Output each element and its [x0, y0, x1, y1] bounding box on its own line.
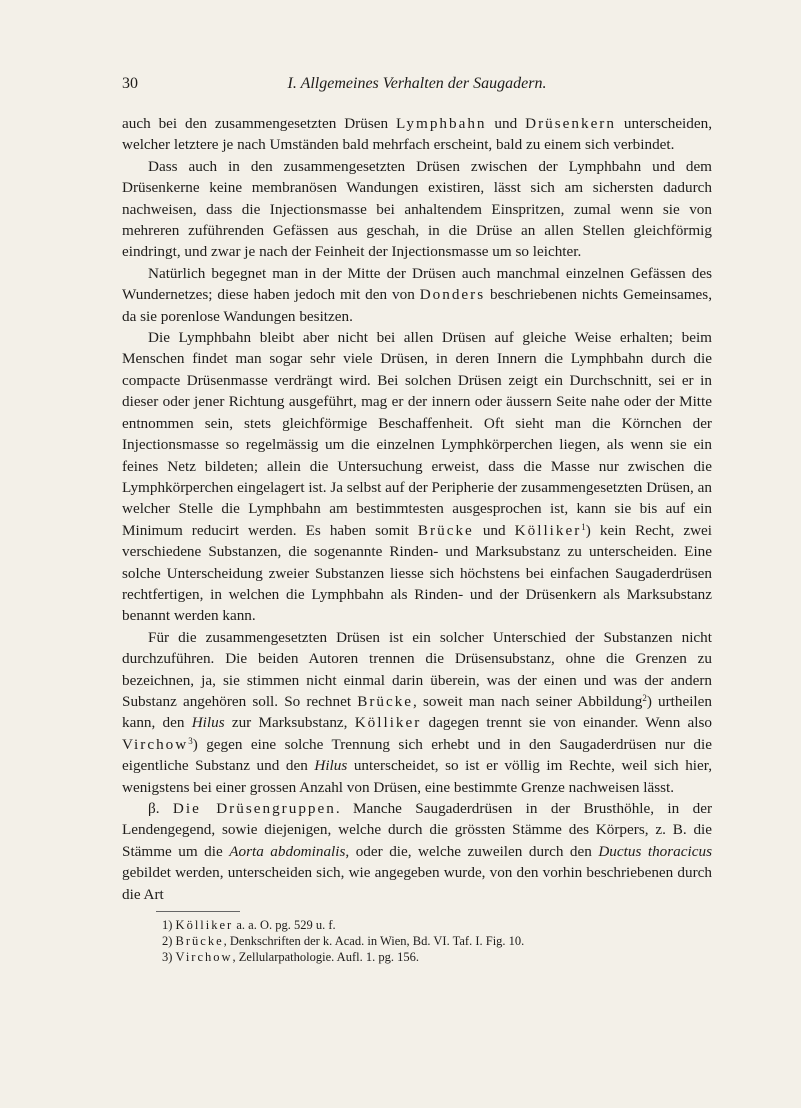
text-run: , Zellularpathologie. Aufl. 1. pg. 156.	[232, 950, 419, 965]
text-run: ) kein Recht, zwei verschiedene Substanzen, die sogenannte Rinden- und Marksubstanz zu unterscheiden. Eine solche Unterscheidung zweier Substanzen liesse sich höchstens bei einfachen Saugaderdrüsen rechtfertigen, in welchen die Lymphbahn als Rinden- und der Drüsenkern als Marksubstanz benannt werden kann.	[122, 521, 712, 625]
spaced-name: Kölliker	[175, 918, 234, 933]
paragraph	[122, 263, 712, 327]
text-run: gebildet werden, unterscheiden sich, wie angegeben wurde, von den vorhin beschriebenen durch die Art	[122, 864, 712, 903]
text-run: . Manche Saugaderdrüsen in der Brusthöhle, in der Lendengegend, sowie diejenigen, welche durch die grössten Stämme des Körpers, z. B. die Stämme um die	[122, 800, 713, 860]
italic-term: Aorta abdominalis	[229, 842, 346, 860]
paragraph	[122, 798, 712, 905]
text-run: Natürlich begegnet man in der Mitte der Drüsen auch manchmal einzelnen Gefässen des Wundernetzes; diese haben jedoch mit den von	[122, 264, 712, 304]
spaced-name: Drüsenkern	[525, 115, 616, 132]
paragraphs	[122, 113, 712, 905]
text-run: Die Lymphbahn bleibt aber nicht bei allen Drüsen auf gleiche Weise erhalten; beim Menschen findet man sogar sehr viele Drüsen, in deren Innern die Lymphbahn durch die compacte Drüsenmasse verdrängt wird. Bei solchen Drüsen zeigt ein Durchschnitt, sei er in dieser oder jener Richtung ausgeführt, mag er der innern oder äussern Seite nahe oder der Mitte entnommen sein, stets gleichförmige Beschaffenheit. Oft sieht man die Körnchen der Injectionsmasse so regelmässig um die einzelnen Lymphkörperchen liegen, als wenn sie ein feines Netz bildeten; allein die Untersuchung erweist, dass die Masse nur zwischen die Lymphkörperchen eingelagert ist. Ja selbst auf der Peripherie der zusammengesetzten Drüsen, an welcher Stelle die Lymphbahn am bestimmtesten ausgesprochen ist, kann sie bis auf ein Minimum reducirt werden. Es haben somit	[122, 329, 712, 539]
paragraph	[122, 327, 712, 627]
text-run: unterscheiden, welcher letztere je nach Umständen bald mehrfach erscheint, bald zu einem sich verbindet.	[122, 115, 713, 154]
spaced-name: Die Drüsengruppen	[172, 800, 336, 817]
text-run: und	[473, 521, 515, 539]
text-run: beschriebenen nichts Gemeinsames, da sie porenlose Wandungen besitzen.	[122, 286, 712, 325]
text-run: zur Marksubstanz,	[224, 714, 355, 732]
page-number: 30	[122, 75, 138, 92]
text-run: 1)	[162, 918, 176, 933]
footnote	[162, 949, 712, 965]
spaced-name: Brücke	[357, 692, 414, 710]
italic-term: Hilus	[191, 714, 225, 732]
spaced-name: Kölliker	[354, 714, 422, 732]
running-title: I. Allgemeines Verhalten der Saugadern.	[287, 75, 547, 92]
text-run: Für die zusammengesetzten Drüsen ist ein solcher Unterschied der Substanzen nicht durchzuführen. Die beiden Autoren trennen die Drüsensubstanz, ohne die Grenzen zu bezeichnen, ja, sie stimmen nicht einmal darin überein, was der einen und was der andern Substanz angehören soll. So rechnet	[122, 628, 712, 710]
footnotes	[162, 917, 712, 966]
spaced-name: Brücke	[417, 521, 474, 539]
page-header	[122, 75, 712, 97]
footnote-ref: 1	[581, 521, 586, 532]
spaced-name: Kölliker	[514, 521, 582, 539]
italic-term: Ductus thoracicus	[598, 842, 712, 860]
text-run: 3)	[162, 950, 176, 965]
spaced-name: Donders	[419, 286, 486, 304]
body-text	[122, 113, 712, 966]
text-run: a. a. O. pg. 529 u. f.	[233, 918, 336, 933]
spaced-name: Virchow	[175, 950, 233, 965]
footnote	[162, 933, 712, 949]
text-run: und	[486, 115, 526, 132]
text-run: auch bei den zusammengesetzten Drüsen	[122, 115, 396, 132]
text-run: unterscheidet, so ist er völlig im Rechte, weil sich hier, wenigstens bei einer grossen Anzahl von Drüsen, eine bestimmte Grenze nachweisen lässt.	[122, 757, 712, 796]
text-run: dagegen trennt sie von einander. Wenn also	[421, 714, 713, 732]
text-run: , oder die, welche zuweilen durch den	[345, 842, 599, 860]
text-run: , Denkschriften der k. Acad. in Wien, Bd. VI. Taf. I. Fig. 10.	[223, 934, 525, 949]
paragraph	[122, 627, 712, 798]
italic-term: Hilus	[314, 757, 348, 775]
footnote-ref: 2	[642, 692, 647, 703]
text-run: , soweit man nach seiner Abbildung	[413, 692, 643, 710]
paragraph	[122, 113, 712, 156]
text-run: 2)	[162, 934, 176, 949]
spaced-name: Lymphbahn	[395, 115, 487, 132]
spaced-name: Brücke	[175, 934, 224, 949]
footnote	[162, 917, 712, 933]
footnote-ref: 3	[188, 735, 193, 746]
text-run: β.	[148, 800, 173, 817]
footnote-rule	[156, 911, 240, 912]
spaced-name: Virchow	[122, 735, 189, 753]
text-run: Dass auch in den zusammengesetzten Drüsen zwischen der Lymphbahn und dem Drüsenkerne keine membranösen Wandungen existiren, lässt sich am sichersten dadurch nachweisen, dass die Injectionsmasse bei anhaltendem Einspritzen, zumal wenn sie von mehreren zuführenden Gefässen aus geschah, in die Drüse an allen Stellen gleichförmig eindringt, und zwar je nach der Feinheit der Injectionsmasse um so leichter.	[122, 157, 712, 261]
text-run: ) urtheilen kann, den	[122, 692, 712, 732]
text-run: ) gegen eine solche Trennung sich erhebt und in den Saugaderdrüsen nur die eigentliche Substanz und den	[122, 735, 712, 775]
paragraph	[122, 156, 712, 263]
